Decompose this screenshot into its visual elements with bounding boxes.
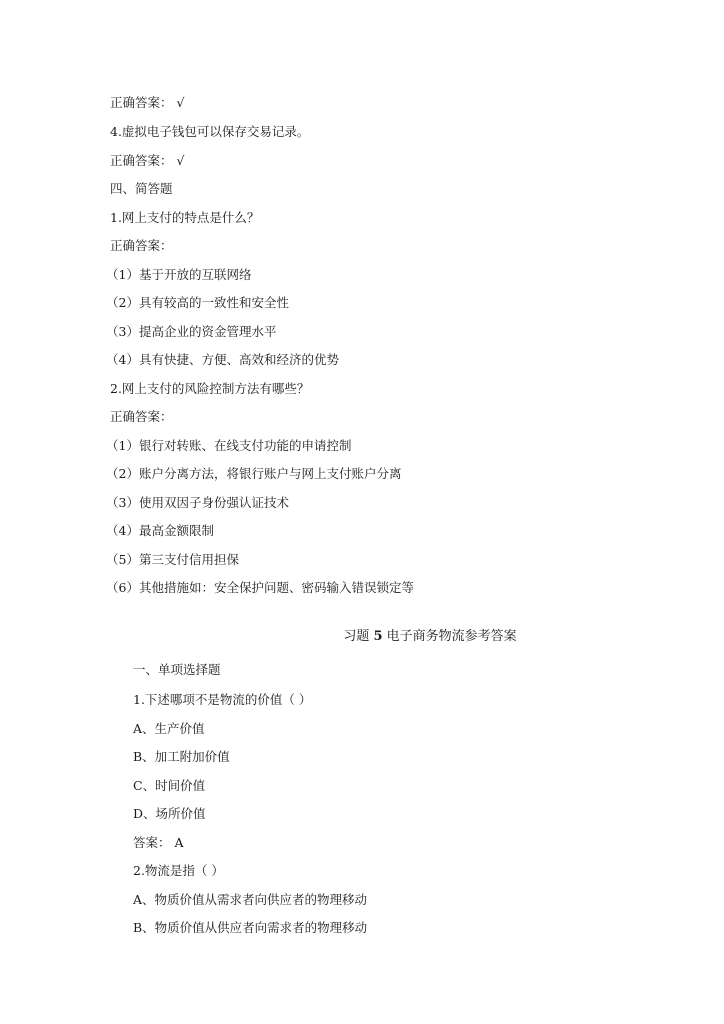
section-heading-single-choice: 一、单项选择题	[133, 662, 221, 677]
option: D、场所价值	[133, 806, 206, 821]
chapter-title	[0, 629, 724, 645]
choice-question-1: 1.下述哪项不是物流的价值（ ）	[133, 692, 312, 707]
list-item: （2）具有较高的一致性和安全性	[106, 295, 289, 310]
option: C、时间价值	[133, 778, 206, 793]
short-question-2: 2.网上支付的风险控制方法有哪些？	[110, 381, 310, 396]
answer-3: 正确答案： √	[110, 95, 185, 110]
short-question-1-answer-label: 正确答案：	[110, 238, 173, 253]
option: B、加工附加价值	[133, 749, 230, 764]
list-item: （2）账户分离方法，将银行账户与网上支付账户分离	[106, 466, 402, 481]
choice-question-2: 2.物流是指（ ）	[133, 863, 224, 878]
short-question-2-answer-label: 正确答案：	[110, 409, 173, 424]
option: B、物质价值从供应者向需求者的物理移动	[133, 920, 368, 935]
list-item: （4）最高金额限制	[106, 523, 214, 538]
list-item: （3）使用双因子身份强认证技术	[106, 495, 289, 510]
list-item: （1）银行对转账、在线支付功能的申请控制	[106, 438, 352, 453]
chapter-title-number: 5	[373, 629, 383, 644]
list-item: （1）基于开放的互联网络	[106, 267, 252, 282]
list-item: （5）第三支付信用担保	[106, 552, 239, 567]
chapter-title-prefix: 习题	[343, 629, 370, 644]
answer-4: 正确答案： √	[110, 153, 185, 168]
question-4: 4.虚拟电子钱包可以保存交易记录。	[110, 124, 310, 139]
section-heading-short-answer: 四、简答题	[110, 181, 173, 196]
option: A、物质价值从需求者向供应者的物理移动	[133, 892, 368, 907]
list-item: （4）具有快捷、方便、高效和经济的优势	[106, 352, 339, 367]
list-item: （3）提高企业的资金管理水平	[106, 324, 277, 339]
chapter-title-text: 电子商务物流参考答案	[386, 629, 517, 644]
short-question-1: 1.网上支付的特点是什么？	[110, 210, 260, 225]
list-item: （6）其他措施如：安全保护问题、密码输入错误锁定等	[106, 580, 414, 595]
choice-answer-1: 答案： A	[133, 835, 184, 850]
option: A、生产价值	[133, 721, 205, 736]
